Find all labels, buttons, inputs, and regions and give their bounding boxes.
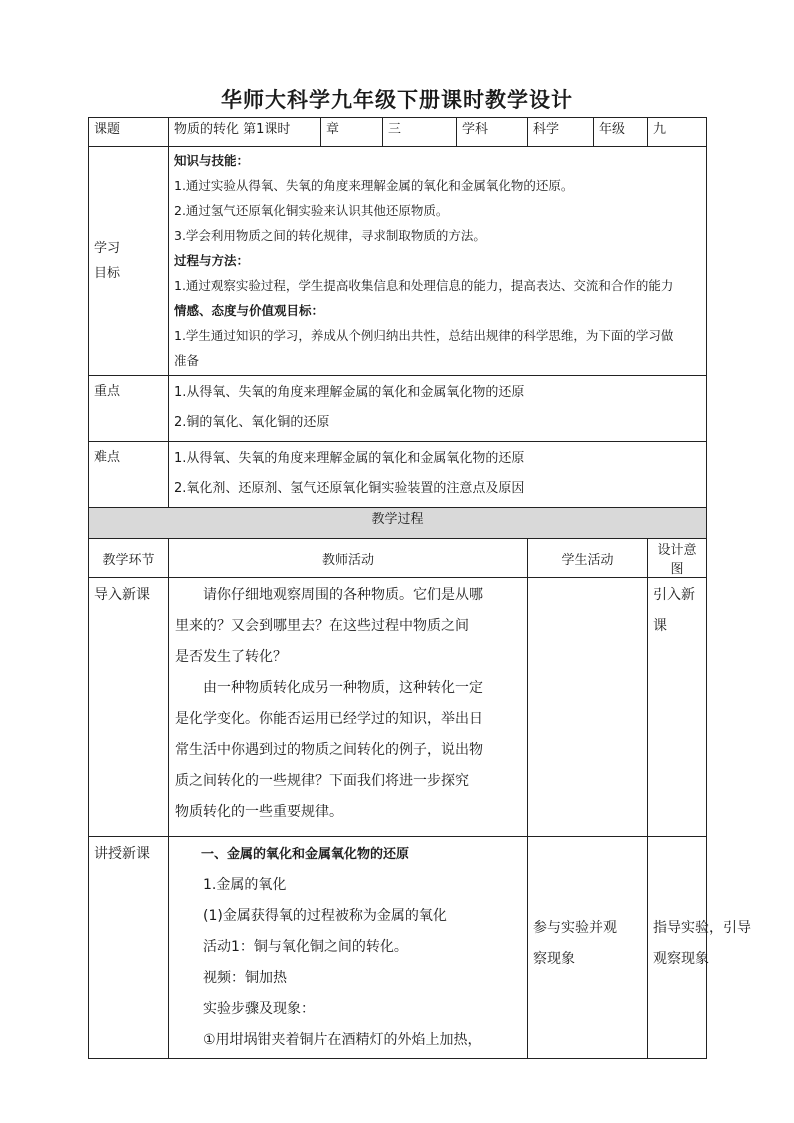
objective-item: 准备 [174, 353, 200, 368]
lecture-student-activity: 参与实验并观 察现象 [528, 837, 648, 1059]
intro-stage: 导入新课 [89, 578, 169, 837]
chapter-label: 章 [321, 118, 383, 147]
key-point-item: 1.从得氧、失氧的角度来理解金属的氧化和金属氧化物的还原 [174, 385, 525, 400]
difficult-point-item: 1.从得氧、失氧的角度来理解金属的氧化和金属氧化物的还原 [174, 451, 525, 466]
process-columns-row [89, 539, 707, 578]
difficult-point-item: 2.氧化剂、还原剂、氢气还原氧化铜实验装置的注意点及原因 [174, 481, 525, 496]
column-header-teacher: 教师活动 [169, 539, 528, 578]
column-header-intent: 设计意图 [648, 539, 707, 578]
lecture-step: ①用坩埚钳夹着铜片在酒精灯的外焰上加热， [203, 1032, 482, 1048]
grade-label: 年级 [594, 118, 648, 147]
key-points-content [169, 376, 707, 442]
intro-design-intent: 引入新课 [648, 578, 707, 837]
objective-item: 1.通过观察实验过程，学生提高收集信息和处理信息的能力，提高表达、交流和合作的能力 [174, 278, 674, 293]
key-points-label: 重点 [89, 376, 169, 442]
subject-label: 学科 [457, 118, 528, 147]
intro-paragraph-line: 是化学变化。你能否运用已经学过的知识，举出日 [175, 711, 483, 727]
lecture-stage: 讲授新课 [89, 837, 169, 1059]
objectives-label: 学习 目标 [89, 147, 169, 376]
objective-item: 1.学生通过知识的学习，养成从个例归纳出共性，总结出规律的科学思维，为下面的学习做 [174, 328, 674, 343]
intro-student-activity [528, 578, 648, 837]
intro-paragraph-line: 请你仔细地观察周围的各种物质。它们是从哪 [203, 587, 483, 603]
intro-row [89, 578, 707, 837]
intro-paragraph-line: 物质转化的一些重要规律。 [175, 804, 343, 820]
grade-value: 九 [648, 118, 707, 147]
lecture-heading: 一、金属的氧化和金属氧化物的还原 [201, 847, 410, 862]
key-points-row [89, 376, 707, 442]
objective-item: 2.通过氢气还原氧化铜实验来认识其他还原物质。 [174, 203, 449, 218]
objective-heading: 过程与方法： [174, 253, 250, 268]
lecture-design-intent: 指导实验，引导 观察现象 [648, 837, 707, 1059]
key-point-item: 2.铜的氧化、氧化铜的还原 [174, 415, 330, 430]
objectives-content [169, 147, 707, 376]
objectives-row [89, 147, 707, 376]
lesson-plan-table [88, 117, 751, 1059]
difficult-points-label: 难点 [89, 442, 169, 508]
intro-paragraph-line: 里来的？又会到哪里去？在这些过程中物质之间 [175, 618, 469, 634]
lecture-step: 视频：铜加热 [203, 970, 287, 986]
intro-paragraph-line: 由一种物质转化成另一种物质，这种转化一定 [203, 680, 483, 696]
lecture-teacher-activity [169, 837, 528, 1059]
objective-item: 1.通过实验从得氧、失氧的角度来理解金属的氧化和金属氧化物的还原。 [174, 178, 574, 193]
topic-label: 课题 [89, 118, 169, 147]
intro-paragraph-line: 是否发生了转化？ [175, 649, 287, 665]
difficult-points-content [169, 442, 707, 508]
intro-paragraph-line: 质之间转化的一些规律？下面我们将进一步探究 [175, 773, 469, 789]
process-section-row [89, 508, 707, 539]
objective-heading: 情感、态度与价值观目标： [174, 303, 325, 318]
lecture-step: 实验步骤及现象： [203, 1001, 315, 1017]
lecture-row [89, 837, 707, 1059]
subject-value: 科学 [528, 118, 594, 147]
chapter-value: 三 [383, 118, 457, 147]
objective-item: 3.学会利用物质之间的转化规律，寻求制取物质的方法。 [174, 228, 486, 243]
topic-value: 物质的转化 第1课时 [169, 118, 321, 147]
lecture-step: (1)金属获得氧的过程被称为金属的氧化 [203, 908, 447, 924]
intro-teacher-activity [169, 578, 528, 837]
column-header-student: 学生活动 [528, 539, 648, 578]
header-row [89, 118, 707, 147]
lecture-step: 活动1：铜与氧化铜之间的转化。 [203, 939, 408, 955]
difficult-points-row [89, 442, 707, 508]
process-section-title: 教学过程 [89, 508, 707, 539]
lecture-step: 1.金属的氧化 [203, 877, 287, 893]
page-title: 华师大科学九年级下册课时教学设计 [221, 88, 573, 112]
column-header-stage: 教学环节 [89, 539, 169, 578]
objective-heading: 知识与技能： [174, 153, 250, 168]
intro-paragraph-line: 常生活中你遇到过的物质之间转化的例子，说出物 [175, 742, 483, 758]
